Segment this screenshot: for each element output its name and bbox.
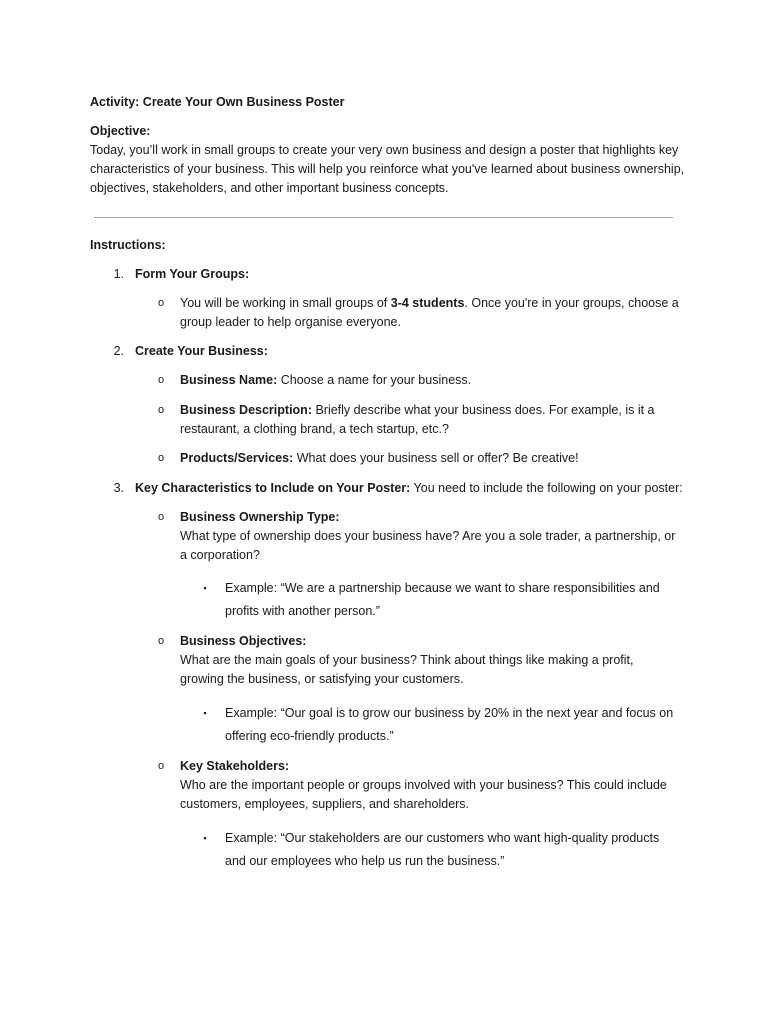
list-item — [180, 371, 680, 390]
step-title-rest: You need to include the following on your poster: — [410, 481, 683, 495]
list-item-heading: Business Objectives: — [180, 634, 307, 648]
horizontal-divider — [94, 217, 673, 218]
example-text: Example: “Our stakeholders are our customers who want high-quality products and our employees who help us run the business.” — [225, 831, 660, 868]
list-item-bold: Business Description: — [180, 403, 312, 417]
list-item-bold: 3-4 students — [390, 296, 465, 310]
sub-bullet-icon: o — [157, 760, 165, 772]
page-title: Activity: Create Your Own Business Poster — [90, 95, 345, 109]
sub-bullet-icon: o — [157, 452, 165, 464]
list-item — [180, 294, 680, 332]
list-item-text: Briefly describe what your business does. For example, is it a restaurant, a clothing brand, a tech startup, etc.? — [180, 403, 655, 436]
sub-bullet-icon: o — [157, 511, 165, 523]
square-bullet-icon: ▪ — [203, 833, 207, 843]
list-item-bold: Business Name: — [180, 373, 278, 387]
step-number: 3. — [113, 481, 124, 495]
square-bullet-icon: ▪ — [203, 583, 207, 593]
list-item-text: You will be working in small groups of — [180, 296, 391, 310]
sub-bullet-icon: o — [157, 297, 165, 309]
sub-bullet-icon: o — [157, 635, 165, 647]
step-title: Form Your Groups: — [135, 267, 250, 281]
sub-bullet-icon: o — [157, 374, 165, 386]
list-item-text: Who are the important people or groups involved with your business? This could include customers, employees, suppliers, and shareholders. — [180, 778, 667, 811]
square-bullet-icon: ▪ — [203, 708, 207, 718]
objective-text: Today, you’ll work in small groups to create your very own business and design a poster that highlights key characteristics of your business. This will help you reinforce what you've learned about business ownership, objectives, stakeholders, and other important business concepts. — [90, 143, 685, 195]
list-item-heading: Business Ownership Type: — [180, 510, 340, 524]
step-title: Key Characteristics to Include on Your Poster: — [135, 481, 411, 495]
list-item-text: What are the main goals of your business? Think about things like making a profit, growing the business, or satisfying your customers. — [180, 653, 634, 686]
step-title-line — [135, 479, 695, 498]
step-title: Create Your Business: — [135, 344, 268, 358]
instructions-heading: Instructions: — [90, 238, 166, 252]
list-item-text: What does your business sell or offer? Be creative! — [293, 451, 579, 465]
example-text: Example: “We are a partnership because we want to share responsibilities and profits with another person.” — [225, 581, 660, 618]
list-item-text: . Once you're in your groups, choose a group leader to help organise everyone. — [180, 296, 679, 329]
list-item — [180, 449, 680, 468]
example-text: Example: “Our goal is to grow our business by 20% in the next year and focus on offering eco-friendly products.” — [225, 706, 674, 743]
step-number: 2. — [113, 344, 124, 358]
sub-bullet-icon: o — [157, 404, 165, 416]
objective-heading: Objective: — [90, 124, 151, 138]
step-number: 1. — [113, 267, 124, 281]
list-item-bold: Products/Services: — [180, 451, 294, 465]
list-item-heading: Key Stakeholders: — [180, 759, 290, 773]
list-item-text: Choose a name for your business. — [277, 373, 472, 387]
list-item-text: What type of ownership does your business have? Are you a sole trader, a partnership, or a corporation? — [180, 529, 676, 562]
list-item — [180, 401, 680, 439]
